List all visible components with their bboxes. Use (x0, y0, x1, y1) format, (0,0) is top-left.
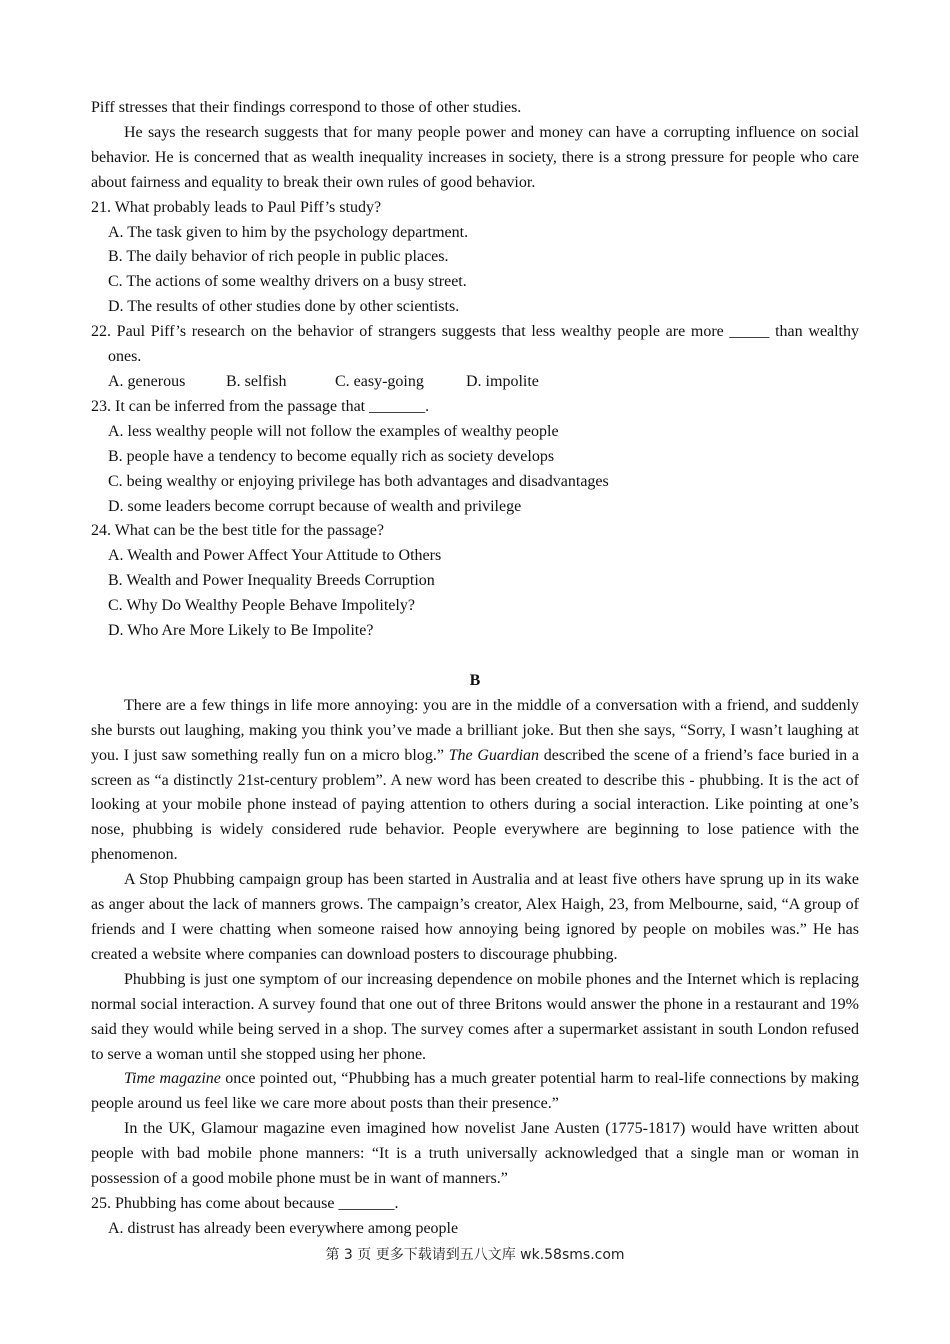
document-page (91, 96, 859, 1242)
paragraph: In the UK, Glamour magazine even imagined how novelist Jane Austen (1775-1817) would have written about people with bad mobile phone manners: “It is a truth universally acknowledged that a single man or woman in possession of a good mobile phone must be in want of manners.” (91, 1120, 859, 1188)
section-heading: B (469, 671, 481, 689)
paragraph: He says the research suggests that for many people power and money can have a corrupting influence on social behavior. He is concerned that as wealth inequality increases in society, there is a strong pressure for people who care about fairness and equality to break their own rules of good behavior. (91, 123, 859, 191)
paragraph: A Stop Phubbing campaign group has been started in Australia and at least five others have sprung up in its wake as anger about the lack of manners grows. The campaign’s creator, Alex Haigh, 23, from Melbourne, said, “A group of friends and I were chatting when someone raised how annoying being ignored by people on mobiles was.” He has created a website where companies can download posters to discourage phubbing. (91, 871, 859, 963)
option: A. Wealth and Power Affect Your Attitude to Others (108, 547, 442, 565)
question-stem: 24. What can be the best title for the passage? (91, 522, 384, 540)
option: C. Why Do Wealthy People Behave Impolitely? (108, 597, 415, 615)
text: There are a few things in life more annoying: you are in the middle of a conversation with a friend, and suddenly she bursts out laughing, making you think you’ve made a brilliant joke. But then she says, “Sorry, I wasn’t laughing at you. I just saw something really fun on a micro blog.” (91, 696, 859, 764)
italic-title: Time magazine (124, 1070, 221, 1088)
paragraph (91, 1067, 859, 1117)
option: A. generous (108, 372, 186, 390)
option: C. being wealthy or enjoying privilege has both advantages and disadvantages (108, 472, 609, 490)
question-stem: 23. It can be inferred from the passage that _______. (91, 397, 430, 415)
option: A. less wealthy people will not follow the examples of wealthy people (108, 422, 559, 440)
paragraph: Piff stresses that their findings correspond to those of other studies. (91, 99, 522, 116)
option: D. some leaders become corrupt because of wealth and privilege (108, 497, 522, 515)
option: B. selfish (226, 372, 287, 390)
option: C. easy-going (335, 372, 424, 390)
question-stem: 22. Paul Piff’s research on the behavior of strangers suggests that less wealthy people are more _____ than wealthy ones. (91, 323, 859, 366)
question-stem: 25. Phubbing has come about because _______. (91, 1194, 399, 1212)
option: B. people have a tendency to become equally rich as society develops (108, 447, 555, 465)
text: described the scene of a friend’s face buried in a screen as “a distinctly 21st-century problem”. A new word has been created to describe this - phubbing. It is the act of looking at your mobile phone instead of paying attention to others during a social interaction. Like pointing at one’s nose, phubbing is widely considered rude behavior. People everywhere are beginning to lose patience with the phenomenon. (91, 746, 859, 864)
option: A. distrust has already been everywhere among people (108, 1219, 459, 1237)
option: D. impolite (466, 372, 539, 390)
option: D. Who Are More Likely to Be Impolite? (108, 622, 374, 640)
page-footer: 第 3 页 更多下载请到五八文库 wk.58sms.com (325, 1247, 625, 1263)
option: B. Wealth and Power Inequality Breeds Corruption (108, 572, 435, 590)
question-stem: 21. What probably leads to Paul Piff’s study? (91, 198, 382, 216)
paragraph: Phubbing is just one symptom of our increasing dependence on mobile phones and the Internet which is replacing normal social interaction. A survey found that one out of three Britons would answer the phone in a restaurant and 19% said they would while being served in a shop. The survey comes after a supermarket assistant in south London refused to serve a woman until she stopped using her phone. (91, 970, 859, 1063)
paragraph (91, 694, 859, 868)
option: D. The results of other studies done by other scientists. (108, 298, 460, 316)
option: C. The actions of some wealthy drivers on a busy street. (108, 273, 467, 291)
option: B. The daily behavior of rich people in public places. (108, 248, 449, 266)
option-row (91, 370, 859, 395)
italic-title: The Guardian (448, 746, 540, 764)
text: once pointed out, “Phubbing has a much greater potential harm to real-life connections by making people around us feel like we care more about posts than their presence.” (91, 1070, 860, 1113)
option: A. The task given to him by the psychology department. (108, 223, 469, 241)
